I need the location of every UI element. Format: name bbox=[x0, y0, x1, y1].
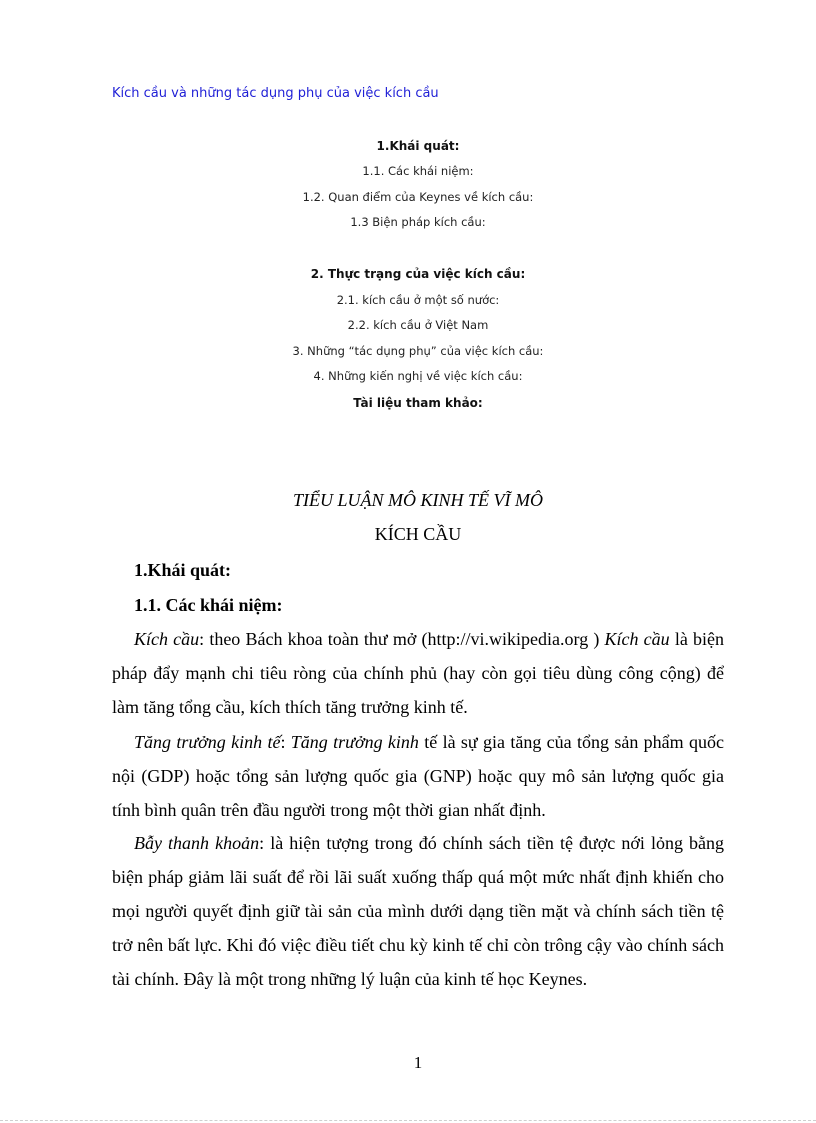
page-bottom-divider bbox=[0, 1120, 816, 1121]
paragraph-tang-truong: Tăng trưởng kinh tế: Tăng trưởng kinh tế là sự gia tăng của tổng sản phẩm quốc nội (GDP) hoặc tổng sản lượng quốc gia (GNP) hoặc quy mô sản lượng quốc gia tính bình quân trên đầu người trong một thời gian nhất định. bbox=[112, 732, 724, 820]
toc-section-1[interactable]: 1.Khái quát: bbox=[376, 139, 460, 153]
toc-section-2[interactable]: 2. Thực trạng của việc kích cầu: bbox=[310, 267, 526, 281]
toc-item-1-3[interactable]: 1.3 Biện pháp kích cầu: bbox=[350, 215, 486, 229]
paragraph-kich-cau: Kích cầu: theo Bách khoa toàn thư mở (http://vi.wikipedia.org ) Kích cầu là biện pháp đẩy mạnh chi tiêu ròng của chính phủ (hay còn gọi tiêu dùng công cộng) để làm tăng tổng cầu, kích thích tăng trưởng kinh tế. bbox=[112, 629, 724, 717]
heading-section-1: 1.Khái quát: bbox=[134, 560, 232, 580]
toc-item-1-1[interactable]: 1.1. Các khái niệm: bbox=[362, 164, 474, 178]
toc-title-link[interactable]: Kích cầu và những tác dụng phụ của việc kích cầu bbox=[112, 86, 439, 101]
term-kich-cau: Kích cầu bbox=[134, 629, 200, 649]
term-tang-truong: Tăng trưởng kinh tế bbox=[134, 732, 281, 752]
essay-label: TIỂU LUẬN MÔ KINH TẾ VĨ MÔ bbox=[293, 490, 543, 510]
paragraph-bay-thanh-khoan: Bẫy thanh khoản: là hiện tượng trong đó chính sách tiền tệ được nới lỏng bằng biện pháp giảm lãi suất để rồi lãi suất xuống thấp quá một mức nhất định khiến cho mọi người quyết định giữ tài sản của mình dưới dạng tiền mặt và chính sách tiền tệ trở nên bất lực. Khi đó việc điều tiết chu kỳ kinh tế chỉ còn trông cậy vào chính sách tài chính. Đây là một trong những lý luận của kinh tế học Keynes. bbox=[112, 833, 724, 989]
term-bay-thanh-khoan: Bẫy thanh khoản bbox=[134, 833, 260, 853]
toc-item-2-2[interactable]: 2.2. kích cầu ở Việt Nam bbox=[347, 318, 489, 332]
toc-references[interactable]: Tài liệu tham khảo: bbox=[353, 396, 483, 410]
page-number: 1 bbox=[413, 1053, 423, 1072]
toc-item-2-1[interactable]: 2.1. kích cầu ở một số nước: bbox=[336, 293, 500, 307]
toc-item-1-2[interactable]: 1.2. Quan điểm của Keynes về kích cầu: bbox=[302, 190, 534, 204]
document-title: KÍCH CẦU bbox=[374, 524, 462, 544]
term-tang-truong-2: Tăng trưởng kinh bbox=[290, 732, 419, 752]
term-kich-cau-2: Kích cầu bbox=[604, 629, 670, 649]
toc-item-4[interactable]: 4. Những kiến nghị về việc kích cầu: bbox=[313, 369, 523, 383]
toc-item-3[interactable]: 3. Những “tác dụng phụ” của việc kích cầu: bbox=[292, 344, 544, 358]
heading-section-1-1: 1.1. Các khái niệm: bbox=[134, 595, 283, 615]
